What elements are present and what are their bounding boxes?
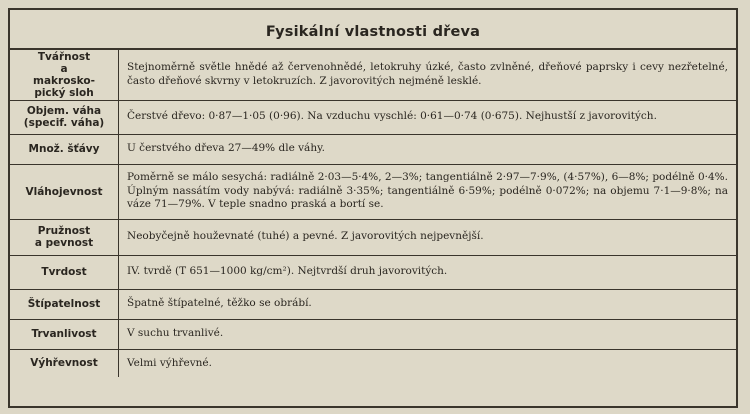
row-value: Čerstvé dřevo: 0·87—1·05 (0·96). Na vzduchu vyschlé: 0·61—0·74 (0·675). Nejhustší z javorovitých. [119,100,737,134]
row-label: Trvanlivost [10,319,119,349]
table-row [10,50,736,100]
table-row [10,219,736,255]
row-label: Tvrdost [10,255,119,289]
table-row [10,319,736,349]
table-row [10,164,736,219]
table-row [10,349,736,377]
row-value: Poměrně se málo sesychá: radiálně 2·03—5·4%, 2—3%; tangentiálně 2·97—7·9%, (4·57%), 6—8%; podélně 0·4%. Úplným nassátím vody nabývá: radiálně 3·35%; tangentiálně 6·59%; podélně 0·072%; na objemu 7·1—9·8%; na váze 71—79%. V teple snadno praská a bortí se. [119,164,737,219]
row-label: Pružnost a pevnost [10,219,119,255]
table-row [10,100,736,134]
row-label: Množ. šťávy [10,134,119,164]
table-row [10,289,736,319]
row-label: Výhřevnost [10,349,119,377]
properties-table [10,50,736,377]
row-value: U čerstvého dřeva 27—49% dle váhy. [119,134,737,164]
row-label: Objem. váha (specif. váha) [10,100,119,134]
row-label: Štípatelnost [10,289,119,319]
row-value: Špatně štípatelné, těžko se obrábí. [119,289,737,319]
row-value: Velmi výhřevné. [119,349,737,377]
table-row [10,134,736,164]
table-title: Fysikální vlastnosti dřeva [10,14,736,50]
row-label: Tvářnost a makrosko- pický sloh [10,50,119,100]
row-value: V suchu trvanlivé. [119,319,737,349]
properties-table-frame [8,8,738,408]
row-value: Neobyčejně houževnaté (tuhé) a pevné. Z javorovitých nejpevnější. [119,219,737,255]
row-label: Vláhojevnost [10,164,119,219]
table-row [10,255,736,289]
row-value: IV. tvrdě (T 651—1000 kg/cm²). Nejtvrdší druh javorovitých. [119,255,737,289]
row-value: Stejnoměrně světle hnědé až červenohnědé, letokruhy úzké, často zvlněné, dřeňové paprsky i cevy nezřetelné, často dřeňové skvrny v letokruzích. Z javorovitých nejméně lesklé. [127,61,728,87]
